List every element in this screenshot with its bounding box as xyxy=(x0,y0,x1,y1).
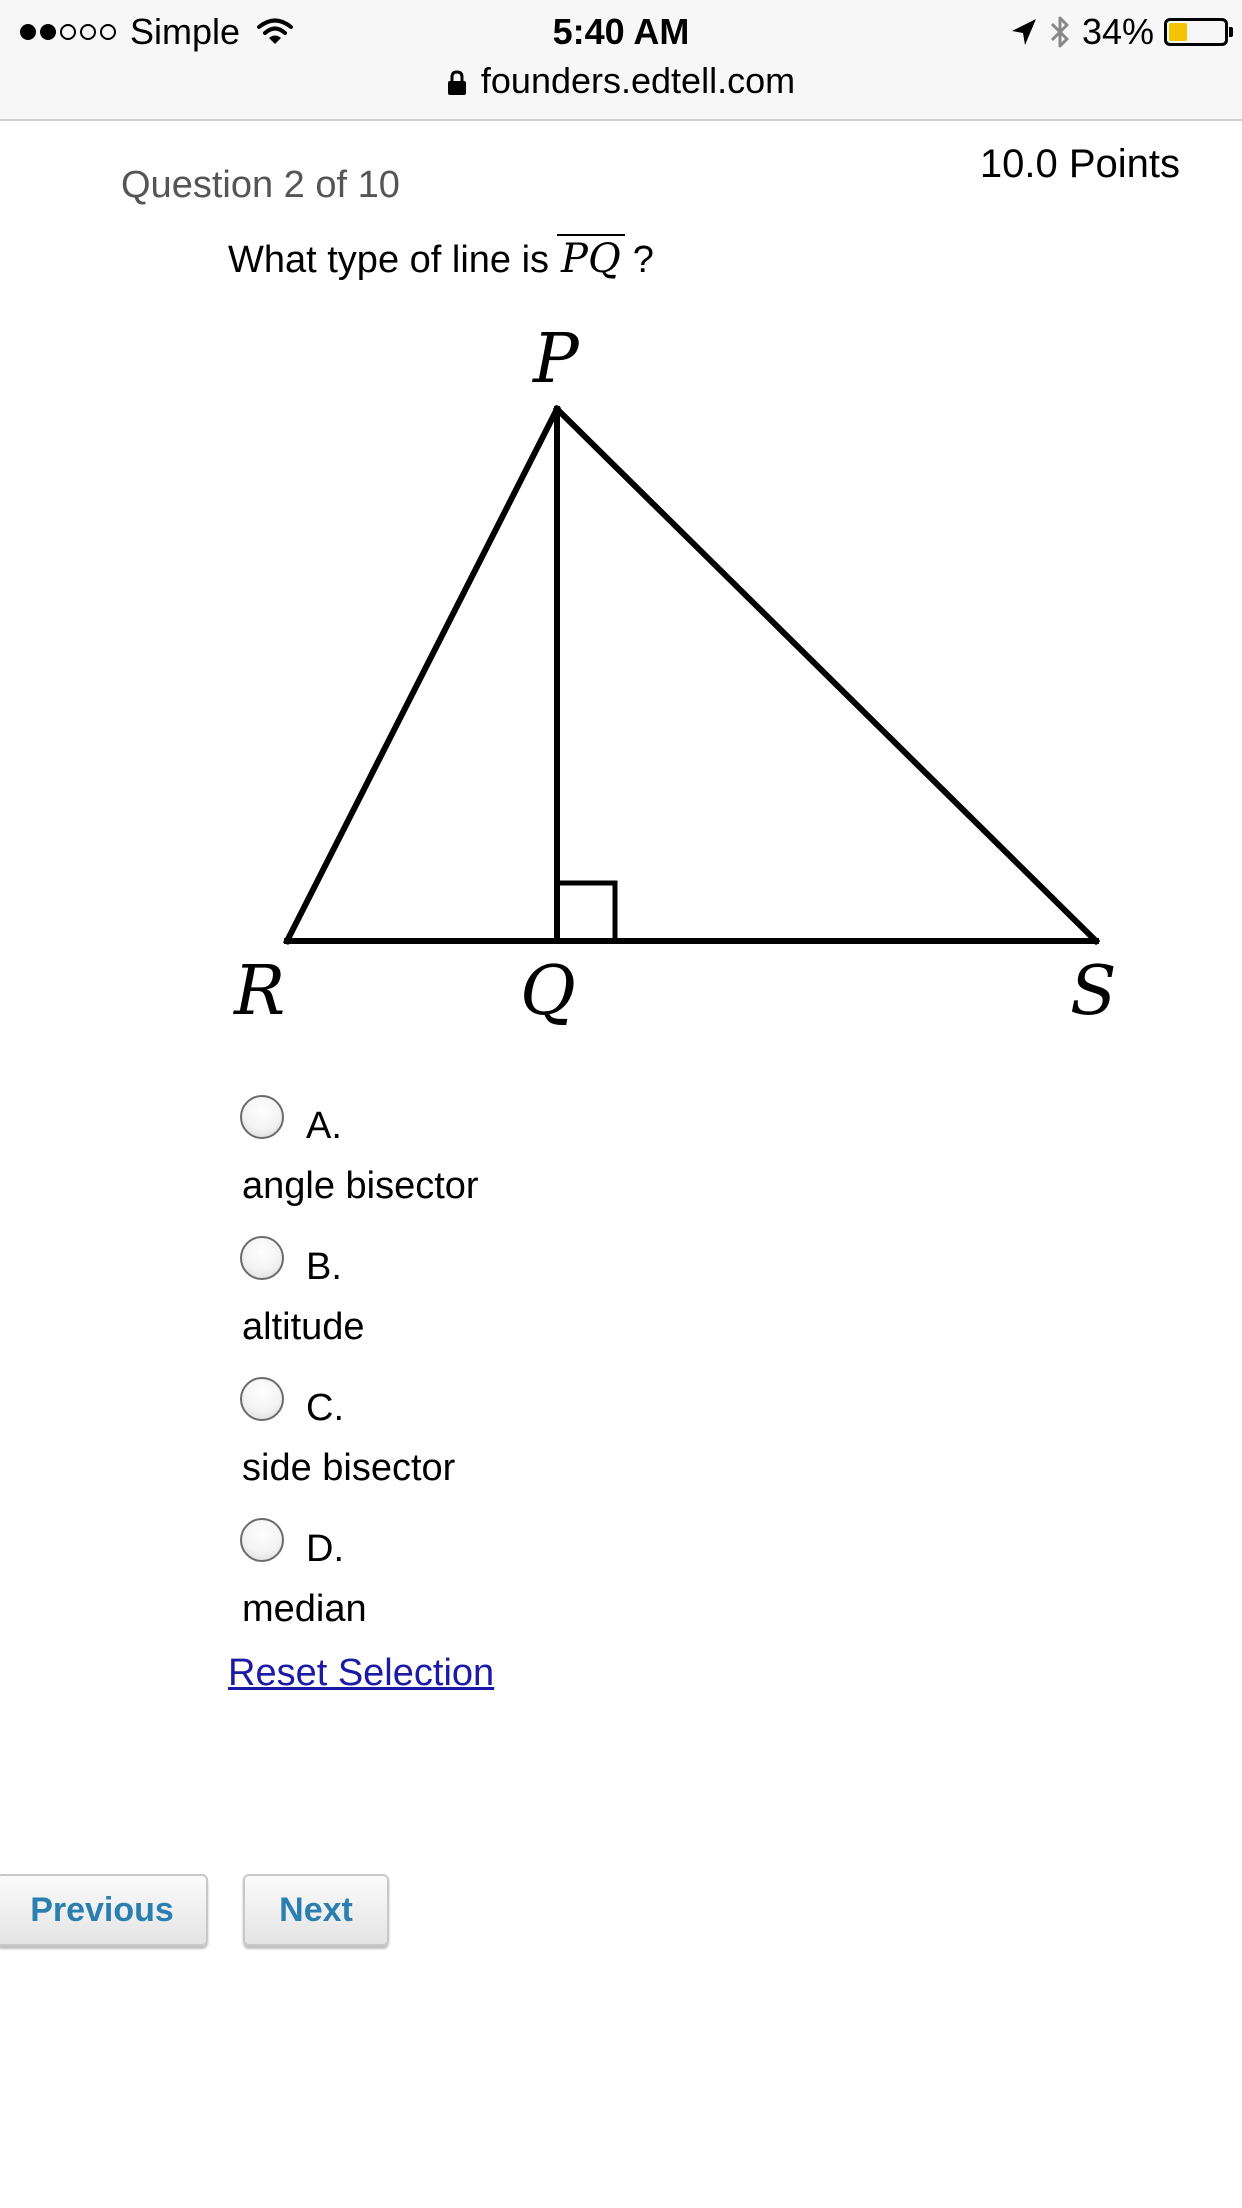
vertex-label-p: P xyxy=(533,320,579,399)
triangle-diagram xyxy=(220,320,1140,1040)
browser-chrome xyxy=(0,0,1242,121)
choice-b-radio[interactable] xyxy=(240,1236,284,1280)
choice-d-radio[interactable] xyxy=(240,1518,284,1562)
address-bar[interactable] xyxy=(0,58,1242,104)
url-text: founders.edtell.com xyxy=(480,60,796,101)
answer-choices xyxy=(240,1095,1140,1659)
status-time: 5:40 AM xyxy=(552,11,690,52)
segment-pr xyxy=(287,409,557,941)
battery-level-fill xyxy=(1169,23,1187,41)
status-right xyxy=(1010,10,1228,54)
choice-b-letter: B. xyxy=(306,1246,342,1288)
choice-c-letter: C. xyxy=(306,1387,344,1429)
question-points: 10.0 Points xyxy=(979,142,1180,186)
bluetooth-icon xyxy=(1048,14,1072,50)
choice-b-text: altitude xyxy=(242,1306,365,1348)
choice-d-letter: D. xyxy=(306,1528,344,1570)
choice-a-radio[interactable] xyxy=(240,1095,284,1139)
right-angle-marker xyxy=(557,883,615,941)
vertex-label-q: Q xyxy=(520,952,576,1031)
question-number: Question 2 of 10 xyxy=(121,164,400,206)
prompt-text: What type of line is xyxy=(228,239,550,281)
choice-b[interactable] xyxy=(240,1236,1140,1377)
vertex-label-r: R xyxy=(234,952,286,1031)
question-prompt xyxy=(228,232,654,288)
choice-d-text: median xyxy=(242,1588,367,1630)
next-button[interactable]: Next xyxy=(243,1874,389,1946)
location-arrow-icon xyxy=(1010,17,1038,47)
choice-a[interactable] xyxy=(240,1095,1140,1236)
lock-icon xyxy=(447,70,467,96)
choice-d[interactable] xyxy=(240,1518,1140,1659)
battery-percent: 34% xyxy=(1081,11,1154,52)
choice-c-radio[interactable] xyxy=(240,1377,284,1421)
previous-button[interactable]: Previous xyxy=(0,1874,208,1946)
vertex-label-s: S xyxy=(1070,952,1117,1031)
reset-selection-link[interactable]: Reset Selection xyxy=(228,1652,495,1694)
segment-ps xyxy=(557,409,1096,941)
choice-a-text: angle bisector xyxy=(242,1165,479,1207)
choice-c-text: side bisector xyxy=(242,1447,456,1489)
prompt-end: ? xyxy=(632,239,654,281)
battery-icon xyxy=(1164,18,1228,46)
choice-c[interactable] xyxy=(240,1377,1140,1518)
carrier-name: Simple xyxy=(130,11,241,52)
choice-a-letter: A. xyxy=(306,1105,342,1147)
segment-label: PQ xyxy=(557,234,625,280)
